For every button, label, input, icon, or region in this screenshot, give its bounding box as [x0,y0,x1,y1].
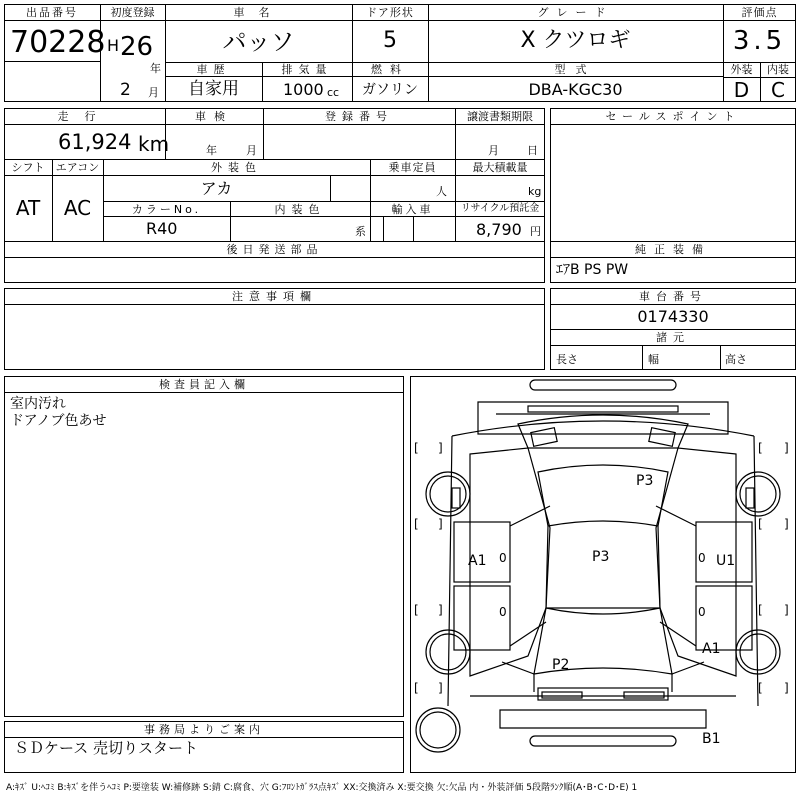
mark-u1-right: U1 [716,553,736,569]
interior-label: 内装 [767,63,789,76]
equipment: ｴｱB PS PW [556,262,629,278]
equipment-label: 純正装備 [635,243,711,256]
capacity-unit: 人 [436,185,447,198]
history-label: 車歴 [196,63,231,76]
score-label: 評価点 [741,6,778,19]
model-label: 型式 [554,63,597,76]
recycle-label: リサイクル預託金 [460,203,540,214]
bracket-lr-close: ] [784,603,789,617]
bracket-tr-close: ] [784,441,789,455]
bracket-tr-open: [ [758,441,763,455]
door: 5 [383,28,397,53]
mark-a1-left: A1 [468,553,487,569]
bracket-ml-open: [ [414,517,419,531]
inspector-label: 検査員記入欄 [159,378,249,391]
bracket-tl-close: ] [438,441,443,455]
chassis-number: 0174330 [637,307,709,326]
inspection-label: 車検 [195,110,233,123]
mileage-unit: km [138,132,170,156]
legend-footer: A:ｷｽﾞ U:ﾍｺﾐ B:ｷｽﾞを伴うﾍｺﾐ P:要塗装 W:補修跡 S:錆 C:腐食、穴 G:ﾌﾛﾝﾄｶﾞﾗｽ点ｷｽﾞ XX:交換済み X:要交換 欠:欠品 内・外装評価 5段階ﾗﾝｸ順(A･B･C･D･E) 1 [6,783,638,793]
mileage-label: 走行 [57,110,112,123]
interior-grade: C [771,78,785,102]
width-label: 幅 [648,353,659,366]
color-no-label: カラーNo. [131,203,202,216]
bracket-tl-open: [ [414,441,419,455]
bracket-mr-close: ] [784,517,789,531]
transfer-day-unit: 日 [527,144,538,157]
zero-1: 0 [499,551,507,565]
transfer-month-unit: 月 [488,144,499,157]
mark-a1-right: A1 [702,641,721,657]
fuel-label: 燃料 [371,63,409,76]
int-color-unit: 系 [355,225,366,238]
first-reg-month: 2 [120,80,131,100]
era: H [107,36,120,55]
chassis-label: 車台番号 [639,290,707,303]
int-color-label: 内装色 [274,203,326,216]
insp-month-unit: 月 [246,144,257,157]
zero-3: 0 [698,551,706,565]
first-reg-label: 初度登録 [110,6,155,19]
year-unit: 年 [150,62,161,75]
import-label: 輸入車 [391,203,434,216]
mileage: 61,924 [58,130,132,154]
capacity-label: 乗車定員 [388,161,437,174]
ac: AC [63,196,92,220]
mark-p2: P2 [552,657,570,673]
mark-b1: B1 [702,731,721,747]
zero-4: 0 [698,605,706,619]
zero-2: 0 [499,605,507,619]
transfer-label: 譲渡書類期限 [467,110,533,123]
bracket-lr-open: [ [758,603,763,617]
fuel: ガソリン [362,82,418,98]
mark-p3-center: P3 [592,549,610,565]
door-label: ドア形状 [366,6,414,19]
inspector-line-1: 室内汚れ [10,396,66,412]
car-name: パッソ [222,28,295,56]
office-text: ＳＤケース 売切りスタート [14,739,199,757]
bracket-br-open: [ [758,681,763,695]
model: DBA-KGC30 [528,80,623,99]
max-load-label: 最大積載量 [472,161,528,174]
bracket-ml-close: ] [438,517,443,531]
ext-color: アカ [200,179,233,198]
sales-point-label: セールスポイント [605,110,741,123]
exterior-grade: D [733,78,750,102]
shift-label: シフト [11,161,45,174]
dims-label: 諸元 [656,331,690,344]
length-label: 長さ [556,353,578,366]
grade: X クツロギ [520,28,631,53]
reg-no-label: 登録番号 [325,110,393,123]
car-name-label: 車名 [233,6,284,19]
bracket-br-close: ] [784,681,789,695]
mark-p3-roof: P3 [636,473,654,489]
displacement: 1000 [283,80,324,99]
lot-no-label: 出品番号 [26,6,78,19]
height-label: 高さ [725,353,747,366]
displacement-label: 排気量 [281,63,333,76]
color-no: R40 [146,219,178,238]
ext-color-label: 外装色 [211,161,262,174]
month-unit: 月 [148,86,159,99]
bracket-ll-close: ] [438,603,443,617]
recycle-fee: 8,790 [476,220,522,239]
ac-label: エアコン [55,161,100,174]
bracket-bl-open: [ [414,681,419,695]
recycle-unit: 円 [530,225,541,238]
lot-no: 70228 [10,25,106,60]
max-load-unit: kg [528,185,542,198]
insp-year-unit: 年 [206,144,217,157]
history: 自家用 [188,79,239,99]
shift: AT [15,196,41,220]
bracket-mr-open: [ [758,517,763,531]
office-label: 事務局よりご案内 [144,723,264,736]
bracket-ll-open: [ [414,603,419,617]
exterior-label: 外装 [730,63,753,76]
displacement-unit: cc [327,86,340,99]
score: 3.5 [732,26,787,56]
grade-label: グレード [537,6,614,19]
bracket-bl-close: ] [438,681,443,695]
later-parts-label: 後日発送部品 [226,243,323,256]
car-damage-diagram [410,376,796,773]
first-reg-year: 26 [120,32,154,62]
inspector-line-2: ドアノブ色あせ [10,413,107,429]
caution-label: 注意事項欄 [232,290,317,303]
